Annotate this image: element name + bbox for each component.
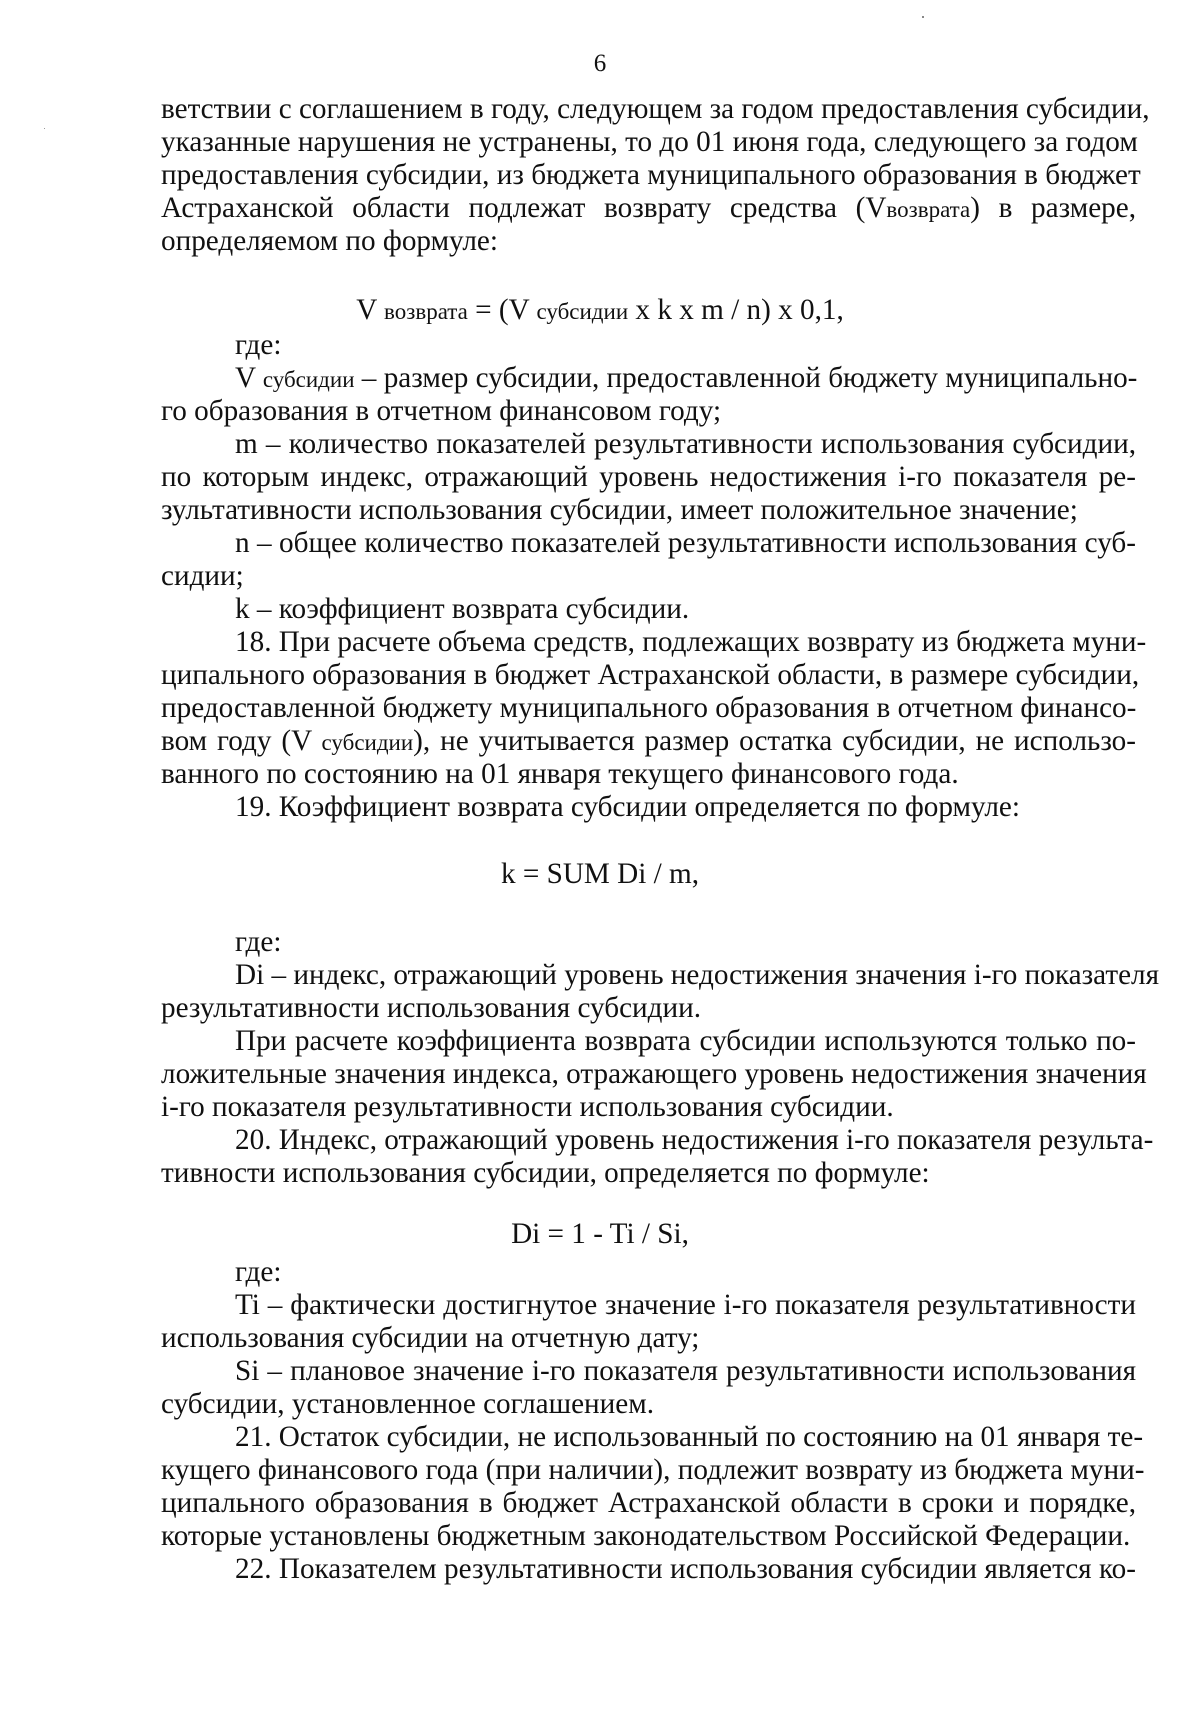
text-line: которые установлены бюджетным законодательством Российской Федерации. bbox=[161, 1520, 1131, 1552]
text-line: Ti – фактически достигнутое значение i-го показателя результативности bbox=[235, 1289, 1136, 1321]
text-line-where: где: bbox=[235, 329, 282, 361]
text-line: k – коэффициент возврата субсидии. bbox=[235, 593, 690, 625]
text-line: m – количество показателей результативности использования субсидии, bbox=[235, 428, 1136, 460]
page-number: 6 bbox=[593, 50, 607, 77]
text-line: ложительные значения индекса, отражающего уровень недостижения значения bbox=[161, 1058, 1147, 1090]
text-line: зультативности использования субсидии, имеет положительное значение; bbox=[161, 494, 1078, 526]
text-line: го образования в отчетном финансовом году; bbox=[161, 395, 722, 427]
text-line: Di – индекс, отражающий уровень недостижения значения i-го показателя bbox=[235, 959, 1160, 991]
text-line: кущего финансового года (при наличии), подлежит возврату из бюджета муни- bbox=[161, 1454, 1145, 1486]
text-line: сидии; bbox=[161, 560, 244, 592]
text-line: результативности использования субсидии. bbox=[161, 992, 702, 1024]
text-line: субсидии, установленное соглашением. bbox=[161, 1388, 655, 1420]
scan-speck bbox=[922, 16, 924, 18]
scan-speck bbox=[44, 128, 45, 129]
formula-di: Di = 1 - Ti / Si, bbox=[511, 1218, 689, 1250]
text-line: Si – плановое значение i-го показателя результативности использования bbox=[235, 1355, 1136, 1387]
text-line: предоставленной бюджету муниципального образования в отчетном финансо- bbox=[161, 692, 1137, 724]
text-line: вом году (V субсидии), не учитывается размер остатка субсидии, не использо- bbox=[161, 725, 1136, 757]
text-line: ванного по состоянию на 01 января текущего финансового года. bbox=[161, 758, 959, 790]
text-line: Астраханской области подлежат возврату средства (Vвозврата) в размере, bbox=[161, 192, 1136, 224]
text-line: При расчете коэффициента возврата субсидии используются только по- bbox=[235, 1025, 1136, 1057]
text-line-where: где: bbox=[235, 926, 282, 958]
text-line: использования субсидии на отчетную дату; bbox=[161, 1322, 700, 1354]
text-line: ветствии с соглашением в году, следующем за годом предоставления субсидии, bbox=[161, 93, 1150, 125]
text-line: V субсидии – размер субсидии, предоставленной бюджету муниципально- bbox=[235, 362, 1138, 394]
text-line: 22. Показателем результативности использования субсидии является ко- bbox=[235, 1553, 1136, 1585]
text-line: тивности использования субсидии, определяется по формуле: bbox=[161, 1157, 930, 1189]
text-line: 20. Индекс, отражающий уровень недостижения i-го показателя результа- bbox=[235, 1124, 1154, 1156]
text-line-where: где: bbox=[235, 1256, 282, 1288]
text-line: по которым индекс, отражающий уровень недостижения i-го показателя ре- bbox=[161, 461, 1136, 493]
text-line: 21. Остаток субсидии, не использованный по состоянию на 01 января те- bbox=[235, 1421, 1144, 1453]
formula-v-vozvrata: V возврата = (V субсидии x k x m / n) x 0,1, bbox=[356, 294, 844, 326]
text-line: определяемом по формуле: bbox=[161, 225, 498, 257]
text-line: указанные нарушения не устранены, то до 01 июня года, следующего за годом bbox=[161, 126, 1138, 158]
text-line: предоставления субсидии, из бюджета муниципального образования в бюджет bbox=[161, 159, 1141, 191]
text-line: 19. Коэффициент возврата субсидии определяется по формуле: bbox=[235, 791, 1020, 823]
text-line: i-го показателя результативности использования субсидии. bbox=[161, 1091, 894, 1123]
text-line: 18. При расчете объема средств, подлежащих возврату из бюджета муни- bbox=[235, 626, 1147, 658]
formula-k: k = SUM Di / m, bbox=[500, 858, 700, 890]
text-line: ципального образования в бюджет Астраханской области, в размере субсидии, bbox=[161, 659, 1140, 691]
text-line: ципального образования в бюджет Астраханской области в сроки и порядке, bbox=[161, 1487, 1136, 1519]
text-line: n – общее количество показателей результативности использования суб- bbox=[235, 527, 1136, 559]
